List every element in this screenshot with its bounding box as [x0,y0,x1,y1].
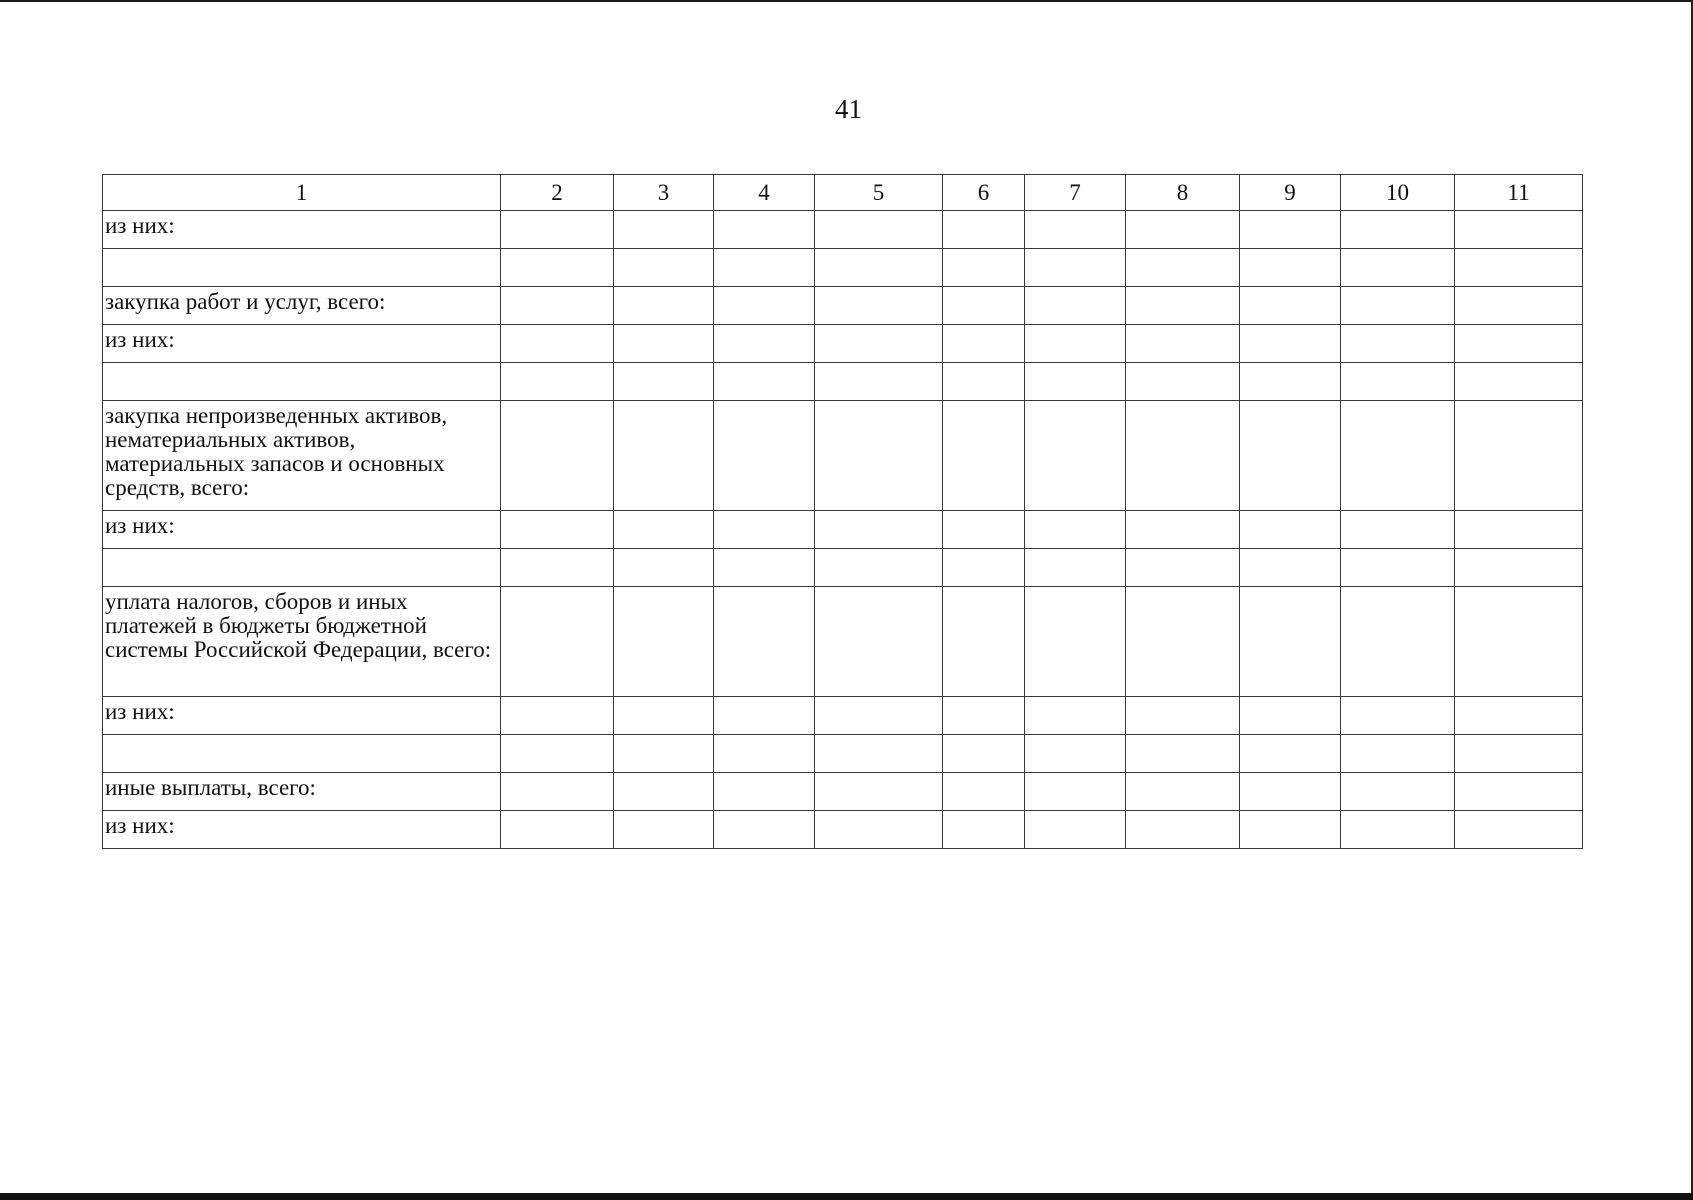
row-label [103,735,501,773]
table-cell [614,697,714,735]
table-cell [614,587,714,697]
table-row [103,249,1583,287]
table-cell [1025,735,1126,773]
table-cell [1240,401,1341,511]
table-cell [815,363,943,401]
table-cell [714,773,815,811]
table-cell [1341,249,1455,287]
row-label: из них: [103,697,501,735]
row-label: из них: [103,811,501,849]
table-cell [614,549,714,587]
table-cell [1126,249,1240,287]
table-cell [943,401,1025,511]
table-cell [1025,549,1126,587]
table-row [103,363,1583,401]
table-cell [1341,287,1455,325]
table-cell [614,325,714,363]
table-cell [1341,325,1455,363]
table-cell [714,549,815,587]
table-cell [501,511,614,549]
page-number [0,92,1693,126]
table-cell [1025,697,1126,735]
table-cell [1240,587,1341,697]
column-header: 10 [1341,175,1455,211]
table-cell [1025,811,1126,849]
table-cell [1025,211,1126,249]
table-cell [1126,401,1240,511]
table-cell [1341,511,1455,549]
table-row [103,287,1583,325]
table-row [103,773,1583,811]
table-cell [1126,511,1240,549]
table-cell [1455,811,1583,849]
table-cell [1126,735,1240,773]
table-cell [1126,811,1240,849]
row-label [103,549,501,587]
column-header: 2 [501,175,614,211]
table-cell [815,549,943,587]
table-row [103,697,1583,735]
table-cell [1455,363,1583,401]
table-row [103,811,1583,849]
table-cell [815,587,943,697]
table-cell [501,587,614,697]
table-cell [943,249,1025,287]
table-cell [943,287,1025,325]
table-cell [614,287,714,325]
table-cell [1240,811,1341,849]
table-cell [1025,401,1126,511]
table-cell [1455,511,1583,549]
table-cell [1126,549,1240,587]
table-cell [1126,363,1240,401]
row-label: уплата налогов, сборов и иных платежей в бюджеты бюджетной системы Российской Федерации, всего: [103,587,501,697]
table-cell [943,735,1025,773]
table-cell [1240,287,1341,325]
table-cell [815,811,943,849]
row-label: иные выплаты, всего: [103,773,501,811]
table-cell [1341,735,1455,773]
table-cell [1341,401,1455,511]
table-cell [815,211,943,249]
table-cell [943,811,1025,849]
page-number-text: 41 [835,94,862,124]
table-cell [1455,735,1583,773]
row-label [103,363,501,401]
table-cell [501,363,614,401]
table-cell [1240,549,1341,587]
table-row [103,211,1583,249]
row-label: закупка работ и услуг, всего: [103,287,501,325]
table-cell [943,363,1025,401]
table-cell [614,811,714,849]
table-cell [714,735,815,773]
table-cell [714,811,815,849]
table-cell [714,211,815,249]
table-cell [1341,587,1455,697]
table-cell [1455,773,1583,811]
table-cell [1341,697,1455,735]
table-cell [1455,697,1583,735]
table-cell [714,363,815,401]
table-cell [1025,325,1126,363]
table-cell [943,511,1025,549]
table-cell [1126,287,1240,325]
table-cell [501,549,614,587]
table-cell [1341,773,1455,811]
column-header: 11 [1455,175,1583,211]
table-cell [614,211,714,249]
table-row [103,511,1583,549]
table-row [103,735,1583,773]
table-cell [1455,249,1583,287]
table-cell [1240,773,1341,811]
table-cell [501,325,614,363]
table-cell [1240,363,1341,401]
table-cell [614,401,714,511]
table-cell [815,249,943,287]
table-cell [815,287,943,325]
table-cell [1240,249,1341,287]
table-cell [501,811,614,849]
table-row [103,401,1583,511]
table-cell [1126,773,1240,811]
table-cell [815,697,943,735]
row-label: из них: [103,325,501,363]
row-label [103,249,501,287]
table-cell [815,325,943,363]
table-cell [815,401,943,511]
column-header: 8 [1126,175,1240,211]
table-row [103,549,1583,587]
table-cell [714,287,815,325]
table-cell [1455,549,1583,587]
table-cell [501,735,614,773]
table-cell [501,697,614,735]
table-cell [1455,325,1583,363]
scan-border-bottom [0,1193,1693,1200]
table-cell [1126,697,1240,735]
column-header: 1 [103,175,501,211]
table-cell [1240,325,1341,363]
table-cell [1025,287,1126,325]
budget-table [102,174,1583,849]
table-cell [614,773,714,811]
table-cell [943,697,1025,735]
table-cell [1126,211,1240,249]
column-header: 4 [714,175,815,211]
table-cell [614,735,714,773]
table-cell [1341,211,1455,249]
row-label: закупка непроизведенных активов, нематериальных активов, материальных запасов и основных средств, всего: [103,401,501,511]
table-cell [943,773,1025,811]
column-header: 3 [614,175,714,211]
table-cell [943,211,1025,249]
table-cell [1341,363,1455,401]
column-header: 7 [1025,175,1126,211]
scan-border-top [0,0,1693,2]
table-cell [501,401,614,511]
table-cell [1240,735,1341,773]
column-header: 5 [815,175,943,211]
table-cell [815,735,943,773]
table-cell [1455,211,1583,249]
table-cell [501,287,614,325]
table-cell [614,511,714,549]
table-cell [1455,287,1583,325]
column-header: 9 [1240,175,1341,211]
table-cell [614,249,714,287]
table-cell [1126,325,1240,363]
table-cell [1126,587,1240,697]
table-header-row [103,175,1583,211]
table-cell [1240,511,1341,549]
table-cell [943,549,1025,587]
table-cell [1025,511,1126,549]
row-label: из них: [103,211,501,249]
table-cell [1025,773,1126,811]
table-cell [501,773,614,811]
table-cell [714,587,815,697]
table-row [103,587,1583,697]
table-cell [714,511,815,549]
row-label: из них: [103,511,501,549]
table-cell [1025,587,1126,697]
table-cell [815,511,943,549]
table-cell [1455,587,1583,697]
table-cell [1025,363,1126,401]
table-cell [501,211,614,249]
table-cell [1455,401,1583,511]
table-cell [1240,211,1341,249]
table-cell [943,325,1025,363]
table-cell [815,773,943,811]
table-cell [714,401,815,511]
table-cell [714,249,815,287]
table-cell [614,363,714,401]
table-cell [501,249,614,287]
table-cell [1341,811,1455,849]
table-cell [1341,549,1455,587]
table-cell [1025,249,1126,287]
table-cell [943,587,1025,697]
column-header: 6 [943,175,1025,211]
table-row [103,325,1583,363]
table-cell [714,697,815,735]
table-cell [1240,697,1341,735]
table-cell [714,325,815,363]
